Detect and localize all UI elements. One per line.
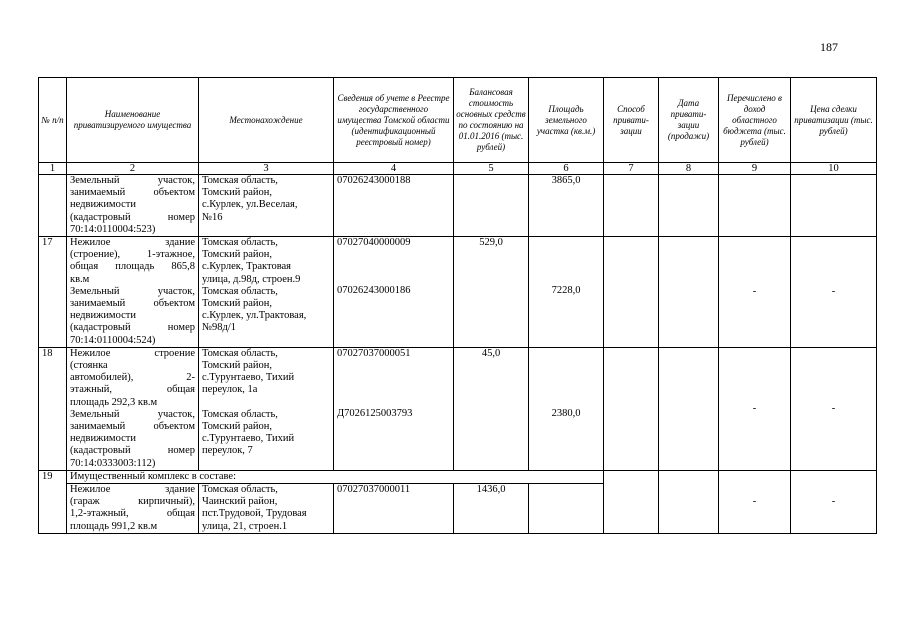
transferred-value: -	[719, 347, 791, 470]
registry-number: 07026243000188	[334, 175, 454, 237]
column-number: 3	[199, 163, 334, 175]
header-date: Дата привати-зации (продажи)	[659, 78, 719, 163]
column-number: 8	[659, 163, 719, 175]
column-number: 10	[791, 163, 877, 175]
header-name: Наименование приватизируемого имущества	[67, 78, 199, 163]
registry-number: 07027040000009 07026243000186	[334, 237, 454, 348]
property-name: Земельный участок, занимаемый объектом недвижимости (кадастровый номер 70:14:0110004:523)	[67, 175, 199, 237]
header-row	[39, 78, 877, 163]
property-location: Томская область, Томский район, с.Турунтаево, Тихий переулок, 1а Томская область, Томский район, с.Турунтаево, Тихий переулок, 7	[199, 347, 334, 470]
balance-value: 1436,0	[454, 484, 529, 534]
page-number: 187	[820, 40, 838, 54]
column-number: 6	[529, 163, 604, 175]
price-value: -	[791, 237, 877, 348]
row-number: 18	[39, 347, 67, 470]
header-num: № п/п	[39, 78, 67, 163]
header-location: Местонахождение	[199, 78, 334, 163]
property-name: Нежилое строение (стоянка автомобилей), 2- этажный, общая площадь 292,3 кв.м Земельный участок, занимаемый объектом недвижимости (кадастровый номер 70:14:0333003:112)	[67, 347, 199, 470]
header-price: Цена сделки приватизации (тыс. рублей)	[791, 78, 877, 163]
land-area: 7228,0	[529, 237, 604, 348]
registry-number: 07027037000011	[334, 484, 454, 534]
transferred-value: -	[719, 237, 791, 348]
transferred-value: -	[719, 470, 791, 533]
property-location: Томская область, Томский район, с.Курлек, Трактовая улица, д.98д, строен.9 Томская область, Томский район, с.Курлек, ул.Трактовая, №98д/1	[199, 237, 334, 348]
table-row	[39, 175, 877, 237]
header-area: Площадь земельного участка (кв.м.)	[529, 78, 604, 163]
balance-value: 529,0	[454, 237, 529, 348]
property-location: Томская область, Томский район, с.Курлек, ул.Веселая, №16	[199, 175, 334, 237]
property-location: Томская область, Чаинский район, пст.Трудовой, Трудовая улица, 21, строен.1	[199, 484, 334, 534]
column-number: 2	[67, 163, 199, 175]
header-registry: Сведения об учете в Реестре государственного имущества Томской области (идентификационный реестровый номер)	[334, 78, 454, 163]
property-name: Нежилое здание (строение), 1-этажное, общая площадь 865,8 кв.м Земельный участок, занимаемый объектом недвижимости (кадастровый номер 70:14:0110004:524)	[67, 237, 199, 348]
balance-value: 45,0	[454, 347, 529, 470]
row-number: 17	[39, 237, 67, 348]
header-balance: Балансовая стоимость основных средств по состоянию на 01.01.2016 (тыс. рублей)	[454, 78, 529, 163]
table-row	[39, 470, 877, 483]
land-area: 2380,0	[529, 347, 604, 470]
privatization-table	[38, 77, 877, 534]
table-row	[39, 237, 877, 348]
header-method: Способ привати-зации	[604, 78, 659, 163]
column-number: 4	[334, 163, 454, 175]
column-number: 7	[604, 163, 659, 175]
price-value: -	[791, 347, 877, 470]
header-transferred: Перечислено в доход областного бюджета (тыс. рублей)	[719, 78, 791, 163]
property-name: Нежилое здание (гараж кирпичный), 1,2-этажный, общая площадь 991,2 кв.м	[67, 484, 199, 534]
price-value: -	[791, 470, 877, 533]
column-numbers-row	[39, 163, 877, 175]
column-number: 9	[719, 163, 791, 175]
land-area: 3865,0	[529, 175, 604, 237]
column-number: 1	[39, 163, 67, 175]
table-row	[39, 347, 877, 470]
complex-title: Имущественный комплекс в составе:	[67, 470, 604, 483]
row-number: 19	[39, 470, 67, 533]
column-number: 5	[454, 163, 529, 175]
registry-number: 07027037000051 Д7026125003793	[334, 347, 454, 470]
